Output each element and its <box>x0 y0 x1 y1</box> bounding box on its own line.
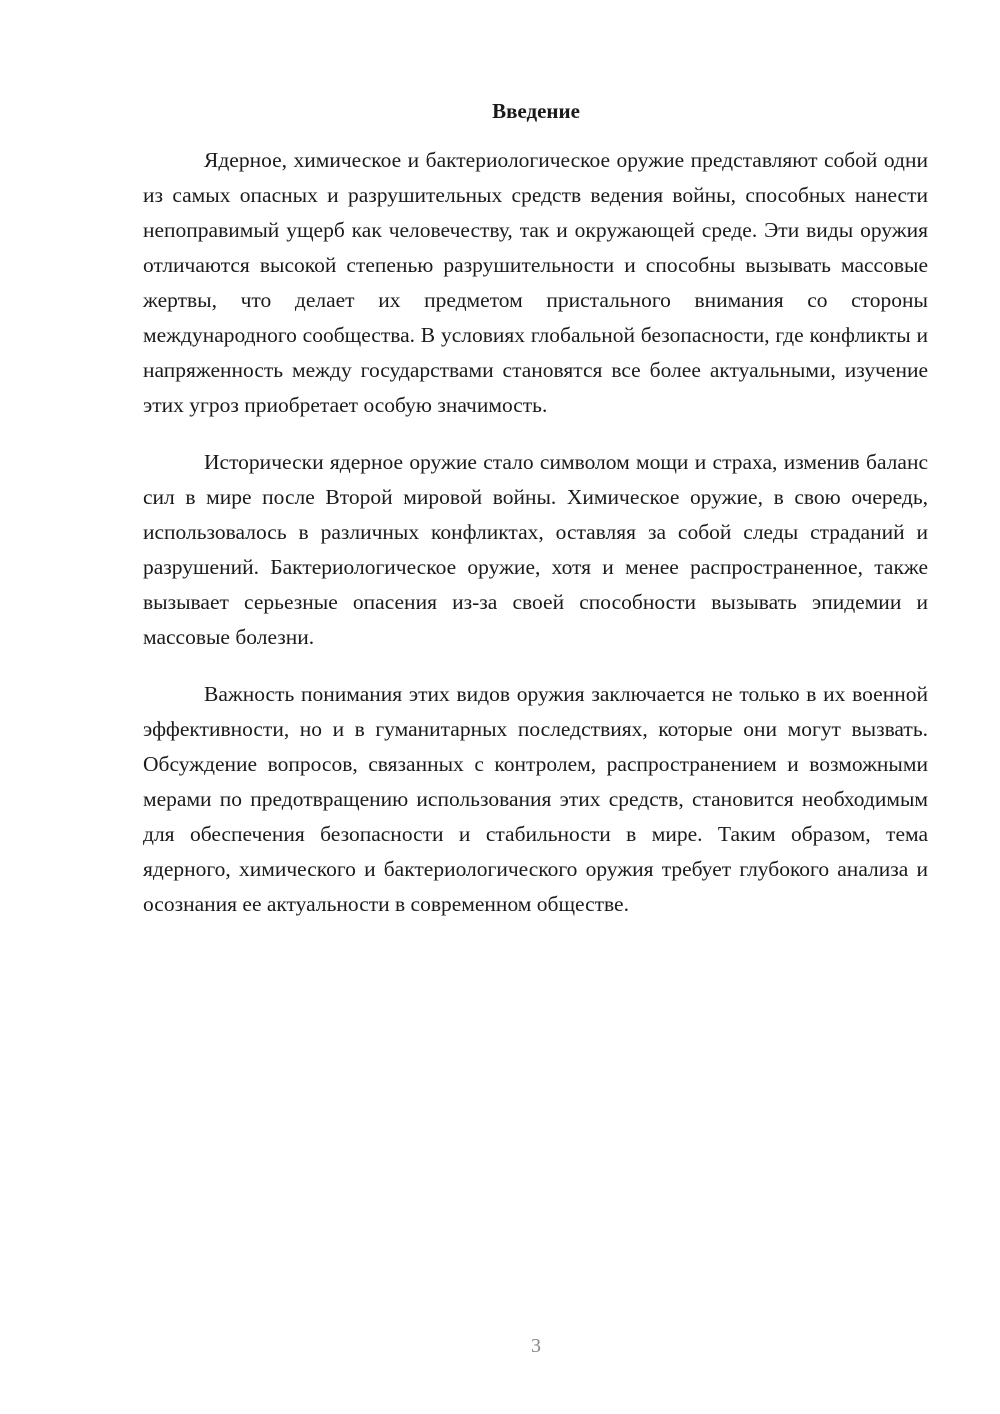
section-heading: Введение <box>492 99 580 123</box>
paragraph-2: Исторически ядерное оружие стало символом мощи и страха, изменив баланс сил в мире после Второй мировой войны. Химическое оружие, в свою очередь, использовалось в различных конфликтах, оставляя за собой следы страданий и разрушений. Бактериологическое оружие, хотя и менее распространенное, также вызывает серьезные опасения из-за своей способности вызывать эпидемии и массовые болезни. <box>143 450 928 649</box>
page-number: 3 <box>531 1335 541 1357</box>
paragraph-3: Важность понимания этих видов оружия заключается не только в их военной эффективности, но и в гуманитарных последствиях, которые они могут вызвать. Обсуждение вопросов, связанных с контролем, распространением и возможными мерами по предотвращению использования этих средств, становится необходимым для обеспечения безопасности и стабильности в мире. Таким образом, тема ядерного, химического и бактериологического оружия требует глубокого анализа и осознания ее актуальности в современном обществе. <box>143 682 928 916</box>
body-text <box>143 143 928 922</box>
paragraph-1: Ядерное, химическое и бактериологическое оружие представляют собой одни из самых опасных и разрушительных средств ведения войны, способных нанести непоправимый ущерб как человечеству, так и окружающей среде. Эти виды оружия отличаются высокой степенью разрушительности и способны вызывать массовые жертвы, что делает их предметом пристального внимания со стороны международного сообщества. В условиях глобальной безопасности, где конфликты и напряженность между государствами становятся все более актуальными, изучение этих угроз приобретает особую значимость. <box>143 148 928 417</box>
